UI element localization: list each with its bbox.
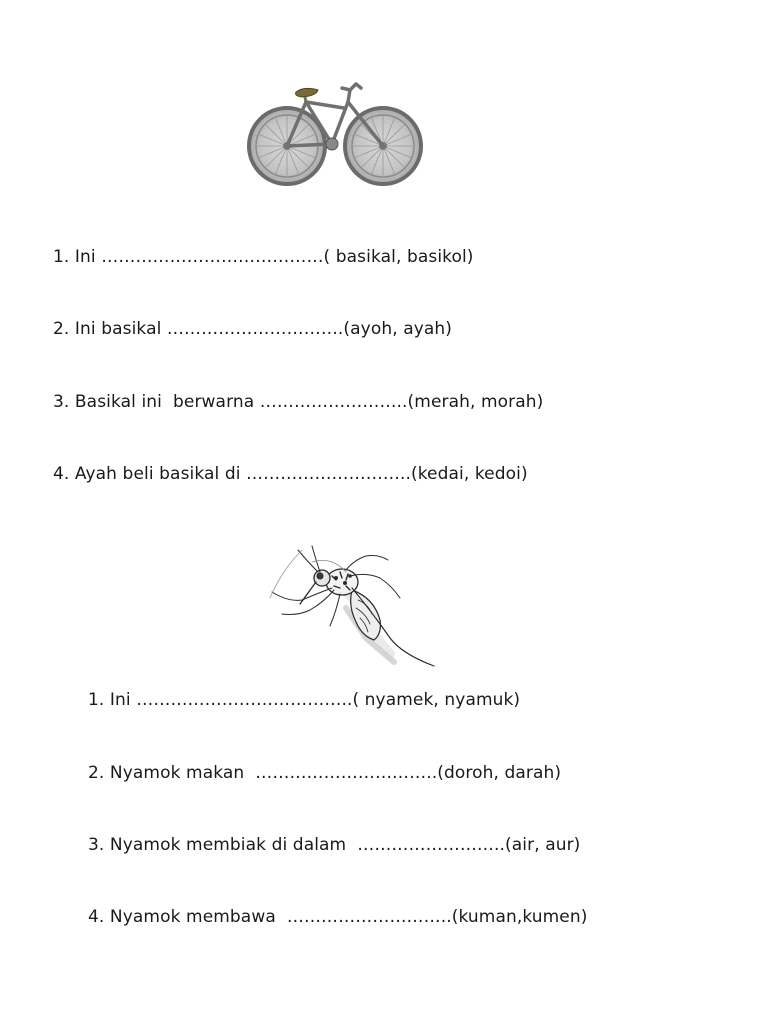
question-line: 3. Basikal ini berwarna ……………………..(merah, morah) (53, 392, 544, 412)
question-line: 1. Ini …………………………………( basikal, basikol) (53, 247, 474, 267)
question-line: 4. Ayah beli basikal di ………………………..(kedai, kedoi) (53, 464, 528, 484)
question-line: 4. Nyamok membawa ………………………..(kuman,kumen) (88, 907, 588, 927)
question-line: 2. Ini basikal ………………………….(ayoh, ayah) (53, 319, 453, 339)
question-line: 2. Nyamok makan …………………………..(doroh, darah) (88, 763, 562, 783)
question-line: 3. Nyamok membiak di dalam ……………………..(air, aur) (88, 835, 581, 855)
bicycle-illustration (244, 78, 426, 188)
mosquito-illustration (262, 542, 440, 668)
question-line: 1. Ini ………………………………..( nyamek, nyamuk) (88, 690, 521, 710)
